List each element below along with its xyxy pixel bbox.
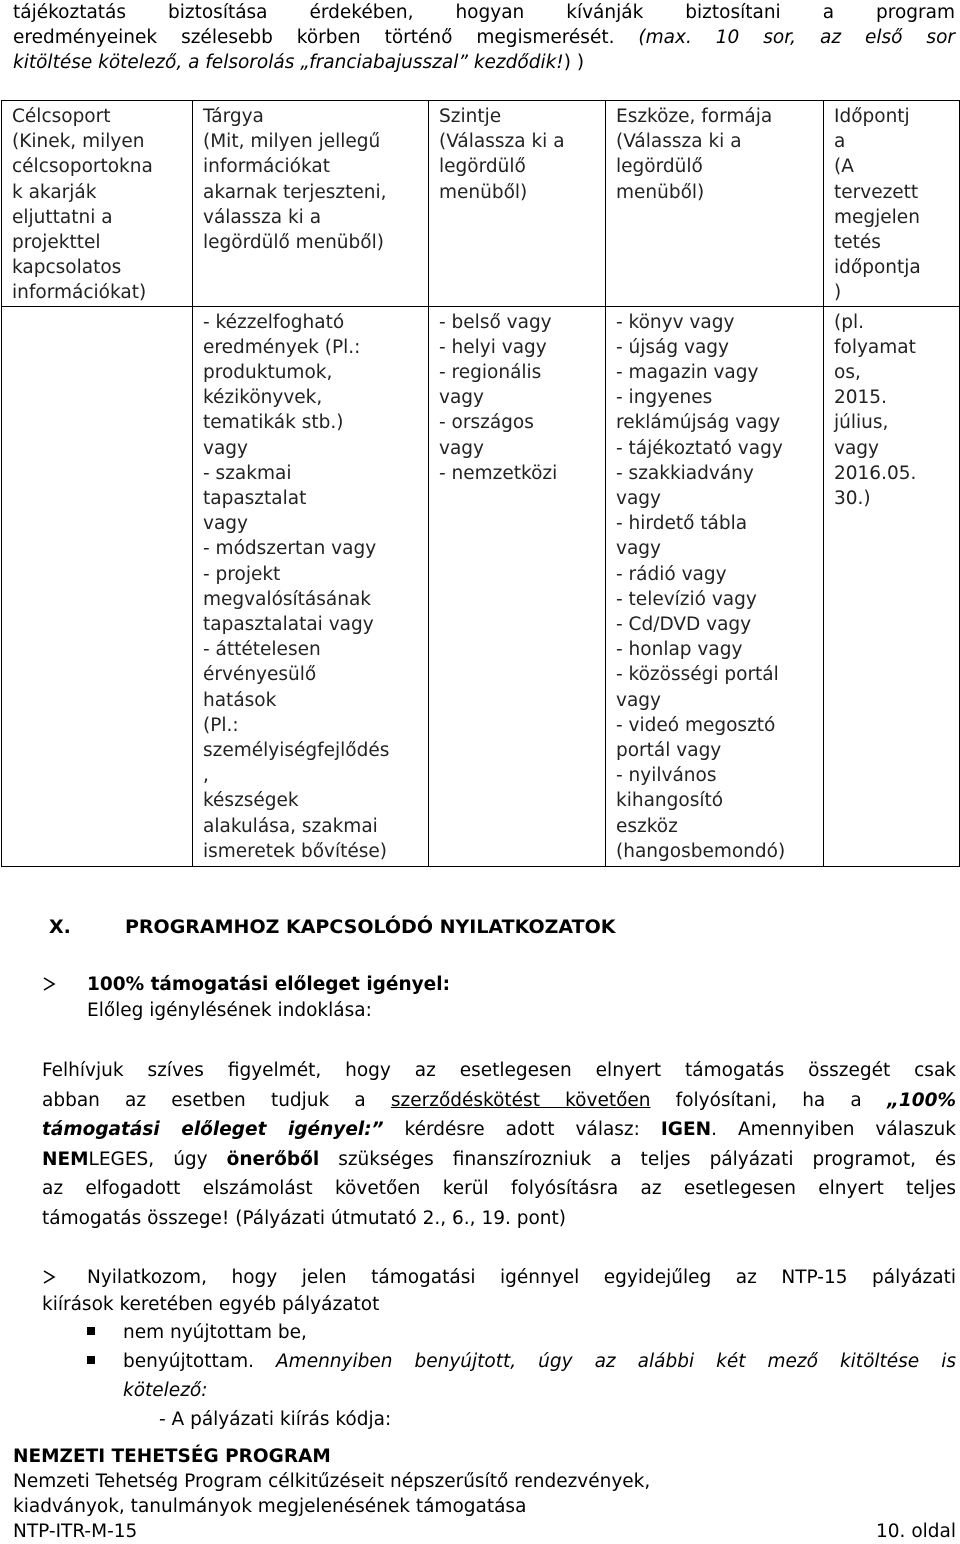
cell-date[interactable]: (pl. folyamat os, 2015. július, vagy 2016.05. 30.) [824, 306, 960, 866]
notice-bold-italic: „100% [886, 1089, 957, 1111]
option-submitted-note: Amennyiben benyújtott, úgy az alábbi két mező kitöltése is [276, 1351, 956, 1372]
notice-text: . Amennyiben válaszuk [711, 1119, 956, 1140]
intro-line-2-a: eredményeinek szélesebb körben történő megismerését. [13, 27, 639, 49]
notice-line-2 [42, 1086, 956, 1116]
cell-subject[interactable]: - kézzelfogható eredmények (Pl.: produktumok, kézikönyvek, tematikák stb.) vagy - szakmai tapasztalat vagy - módszertan vagy - projekt megvalósításának tapasztalatai vagy - áttételesen érvényesülő hatások (Pl.: személyiségfejlődés , készségek alakulása, szakmai ismeretek bővítése) [193, 306, 429, 866]
table-header-row [2, 101, 960, 307]
arrow-bullet-icon [42, 1270, 56, 1284]
intro-line-3 [13, 50, 955, 75]
notice-line-6: támogatás összege! (Pályázati útmutató 2., 6., 19. pont) [42, 1207, 567, 1229]
notice-bold: önerőből [226, 1148, 320, 1170]
table-row [2, 306, 960, 866]
option-submitted[interactable] [123, 1349, 956, 1374]
notice-text: LEGES, úgy [88, 1148, 227, 1170]
notice-text: abban az esetben tudjuk a [42, 1089, 391, 1111]
intro-line-2-b: (max. 10 sor, az első sor [638, 27, 955, 49]
section-number: X. [49, 916, 71, 938]
footer-description: Nemzeti Tehetség Program célkitűzéseit népszerűsítő rendezvények, kiadványok, tanulmányok megjelenésének támogatása [13, 1471, 651, 1518]
intro-line-3-a: kitöltése kötelező, a felsorolás „franciabajusszal” kezdődik! [13, 52, 564, 74]
header-target-group: Célcsoport (Kinek, milyen célcsoportokna k akarják eljuttatni a projekttel kapcsolatos információkat) [2, 101, 193, 307]
square-bullet-icon [87, 1356, 95, 1364]
option-submitted-note-end: kötelező: [123, 1380, 208, 1401]
advance-subline: Előleg igénylésének indoklása: [87, 1000, 372, 1021]
notice-paragraph [42, 1056, 956, 1233]
footer-title: NEMZETI TEHETSÉG PROGRAM [13, 1446, 331, 1467]
intro-line-3-b: ) ) [563, 52, 585, 74]
cell-target-group[interactable] [2, 306, 193, 866]
option-submitted-label: benyújtottam. [123, 1351, 277, 1372]
advance-heading: 100% támogatási előleget igényel: [87, 974, 450, 995]
intro-line-1: tájékoztatás biztosítása érdekében, hogyan kívánják biztosítani a program [13, 2, 955, 23]
notice-line-4 [42, 1145, 956, 1175]
declaration-line-2: kiírások keretében egyéb pályázatot [42, 1294, 380, 1315]
section-title [49, 915, 615, 940]
arrow-bullet-icon [42, 977, 56, 991]
notice-text: folyósítani, ha a [650, 1089, 887, 1111]
cell-level[interactable]: - belső vagy - helyi vagy - regionális vagy - országos vagy - nemzetközi [429, 306, 606, 866]
declaration-line-1: Nyilatkozom, hogy jelen támogatási igénnyel egyidejűleg az NTP-15 pályázati [87, 1267, 956, 1288]
dissemination-table [1, 100, 960, 867]
notice-line-3 [42, 1115, 956, 1145]
section-title-text: PROGRAMHOZ KAPCSOLÓDÓ NYILATKOZATOK [125, 916, 616, 938]
notice-bold-italic: támogatási előleget igényel:” [42, 1119, 384, 1140]
header-means: Eszköze, formája (Válassza ki a legördülő menüből) [606, 101, 824, 307]
header-level: Szintje (Válassza ki a legördülő menüből) [429, 101, 606, 307]
header-date: Időpontj a (A tervezett megjelen tetés időpontja ) [824, 101, 960, 307]
header-subject: Tárgya (Mit, milyen jellegű információkat akarnak terjeszteni, válassza ki a legördülő menüből) [193, 101, 429, 307]
notice-bold: NEM [42, 1148, 89, 1170]
notice-bold: IGEN [660, 1119, 712, 1140]
intro-line-2 [13, 25, 955, 50]
notice-text: szükséges finanszírozniuk a teljes pályázati programot, és [319, 1148, 956, 1170]
footer-code: NTP-ITR-M-15 [13, 1521, 138, 1542]
call-code-label: - A pályázati kiírás kódja: [159, 1409, 392, 1430]
square-bullet-icon [87, 1327, 95, 1335]
intro-text [13, 0, 955, 76]
notice-text: kérdésre adott válasz: [383, 1119, 661, 1140]
option-not-submitted[interactable]: nem nyújtottam be, [123, 1322, 307, 1343]
page-number: 10. oldal [876, 1521, 956, 1542]
notice-line-5: az elfogadott elszámolást követően kerül folyósításra az esetlegesen elnyert teljes [42, 1178, 956, 1199]
cell-means[interactable]: - könyv vagy - újság vagy - magazin vagy - ingyenes reklámújság vagy - tájékoztató vagy - szakkiadvány vagy - hirdető tábla vagy - rádió vagy - televízió vagy - Cd/DVD vagy - honlap vagy - közösségi portál vagy - videó megosztó portál vagy - nyilvános kihangosító eszköz (hangosbemondó) [606, 306, 824, 866]
notice-underlined: szerződéskötést követően [390, 1089, 651, 1111]
notice-line-1: Felhívjuk szíves figyelmét, hogy az esetlegesen elnyert támogatás összegét csak [42, 1060, 956, 1081]
